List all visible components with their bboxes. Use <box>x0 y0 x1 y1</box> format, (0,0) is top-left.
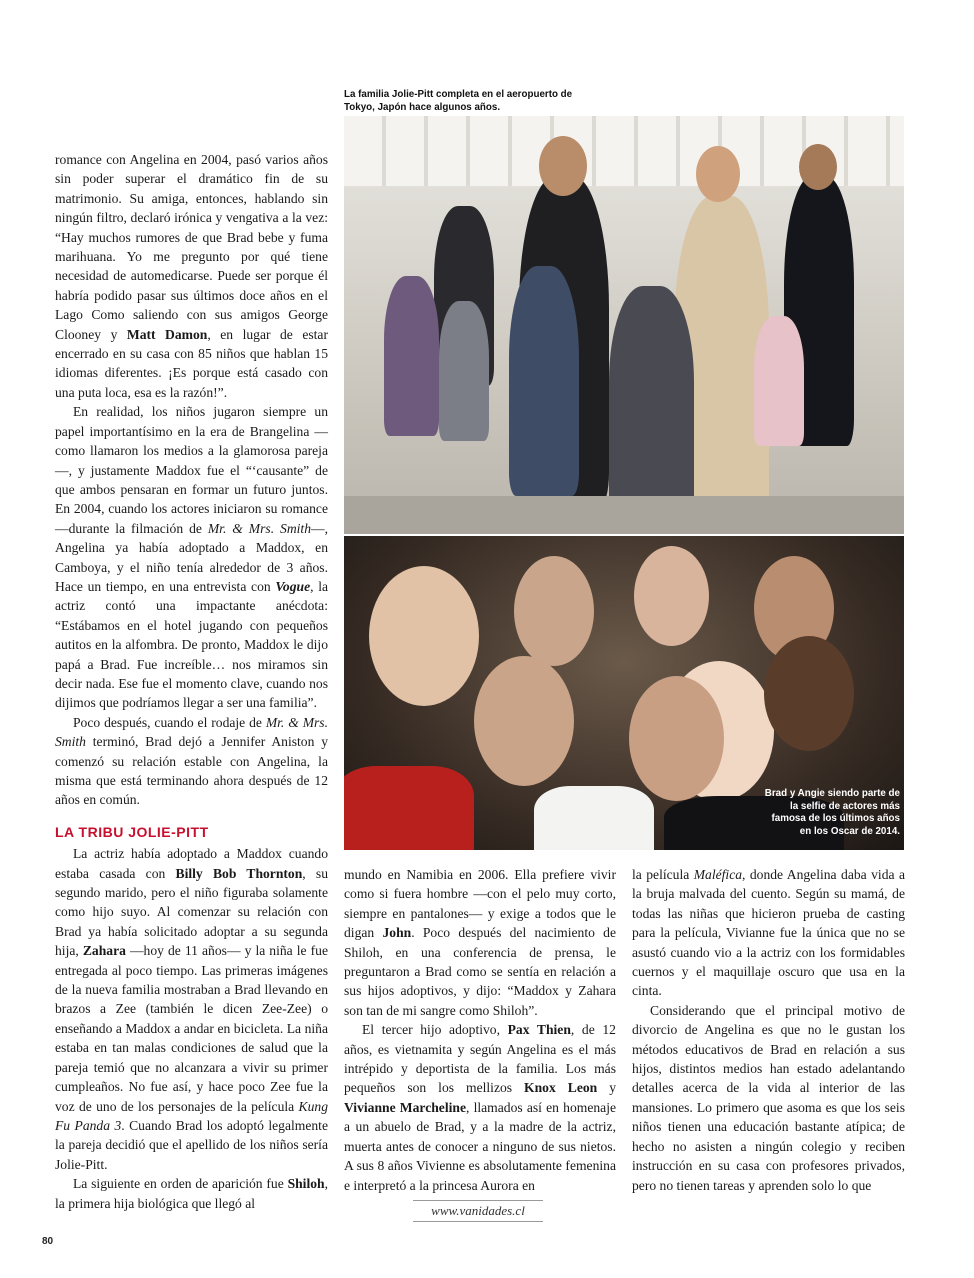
article-column-3 <box>632 865 905 1195</box>
paragraph: la película Maléfica, donde Angelina daba vida a la bruja malvada del cuento. Según su mamá, de todas las niñas que hicieron prueba de casting para la película, Vivianne fue la única que no se asustó cuando vio a la actriz con los formidables cuernos y el maquillaje oscuro que usa en la cinta. <box>632 867 905 999</box>
face <box>369 566 479 706</box>
paragraph: Poco después, cuando el rodaje de Mr. & Mrs. Smith terminó, Brad dejó a Jennifer Aniston y comenzó su relación estable con Angelina, la misma que está terminando ahora después de 12 años en común. <box>55 714 328 808</box>
paragraph: mundo en Namibia en 2006. Ella prefiere vivir como si fuera hombre —con el pelo muy corto, siempre en pantalones— y exige a todos que le digan John. Poco después del nacimiento de Shiloh, en una conferencia de prensa, le preguntaron a Brad como se sentía en relación a sus hijos adoptivos, y dijo: “Maddox y Zahara son tan de mi sangre como Shiloh”. <box>344 867 617 1018</box>
figure-girl <box>384 276 439 436</box>
figure-boy-striped <box>509 266 579 496</box>
section-subhead: LA TRIBU JOLIE-PITT <box>55 823 209 840</box>
paragraph: El tercer hijo adoptivo, Pax Thien, de 12 años, es vietnamita y según Angelina es el más intrépido y deportista de la familia. Los más pequeños son los mellizos Knox Leon y Vivianne Marcheline, llamados así en homenaje a un abuelo de Brad, y a la madre de la actriz, muerta antes de conocer a ninguno de sus nietos. A sus 8 años Vivienne es absolutamente femenina e interpretó a la princesa Aurora en <box>344 1022 617 1193</box>
page-number: 80 <box>42 1236 54 1247</box>
paragraph: romance con Angelina en 2004, pasó varios años sin poder superar el dramático fin de su matrimonio. Su amiga, entonces, hablando sin ningún filtro, declaró irónica y vengativa a la vez: “Hay muchos rumores de que Brad bebe y fuma marihuana. Yo me pregunto por qué tiene necesidad de automedicarse. Puede ser porque él habría podido pasar sus últimos doce años en el Lago Como saliendo con sus amigos George Clooney y Matt Damon, en lugar de estar encerrado en su casa con 85 niños que hablan 15 idiomas diferentes. ¡Es porque está casado con una puta loca, esa es la razón!”. <box>55 152 328 400</box>
article-column-1 <box>55 150 328 1213</box>
figure-head <box>799 144 837 190</box>
face <box>629 676 724 801</box>
figure-small-boy <box>439 301 489 441</box>
face <box>514 556 594 666</box>
paragraph: La actriz había adoptado a Maddox cuando estaba casada con Billy Bob Thornton, su segundo marido, pero el niño figuraba solamente como hijo suyo. Al comenzar su relación con Brad ya había solicitado adoptar a su segunda hija, Zahara —hoy de 11 años— y la niña le fue entregada al poco tiempo. Las primeras imágenes de la nueva familia mostraban a Brad llevando en brazos a Zee (también le dicen Zee-Zee) o enseñando a Maddox a andar en bicicleta. La niña estaba en tan malas condiciones de salud que la pareja temió que no alcanzara a vivir su primer cumpleaños. No fue así, y hace poco Zee fue la voz de uno de los personajes de la película Kung Fu Panda 3. Cuando Brad los adoptó legalmente la pareja decidió que el apellido de los niños sería Jolie-Pitt. <box>55 846 329 1172</box>
face <box>634 546 709 646</box>
paragraph: La siguiente en orden de aparición fue Shiloh, la primera hija biológica que llegó al <box>55 1176 328 1211</box>
family-airport-photo <box>344 116 904 534</box>
red-dress <box>344 766 474 850</box>
face <box>764 636 854 751</box>
footer-url: www.vanidades.cl <box>413 1200 543 1222</box>
paragraph: En realidad, los niños jugaron siempre un papel importantísimo en la era de Brangelina —como llamaron los medios a la glamorosa pareja—, y justamente Maddox fue el “‘causante” de que ambos pensaran en formar un futuro juntos. En 2004, cuando los actores iniciaron su romance —durante la filmación de Mr. & Mrs. Smith—, Angelina ya había adoptado a Maddox, en Camboya, y el niño tenía alrededor de 3 años. Hace un tiempo, en una entrevista con Vogue, la actriz contó una impactante anécdota: “Estábamos en el hotel jugando con pequeños autitos en la alfombra. De pronto, Maddox le dijo papá a Brad. Fue increíble… nos miramos sin decir nada. Ese fue el momento clave, cuando nos dijimos que podríamos llegar a ser una familia”. <box>55 404 328 711</box>
figure-small-girl <box>754 316 804 446</box>
article-column-2 <box>344 865 616 1195</box>
selfie-photo-caption: Brad y Angie siendo parte de la selfie de actores más famosa de los últimos años en los Oscar de 2014. <box>764 788 900 837</box>
face <box>474 656 574 786</box>
figure-head <box>696 146 740 202</box>
top-photo-caption: La familia Jolie-Pitt completa en el aeropuerto de Tokyo, Japón hace algunos años. <box>344 89 573 113</box>
figure-boy-backpack <box>609 286 694 526</box>
floor <box>344 496 904 534</box>
paragraph: Considerando que el principal motivo de divorcio de Angelina es que no le gustan los métodos educativos de Brad en relación a sus hijos, distintos medios han estado adelantando detalles acerca de la vida al interior de las mansiones. Lo primero que asoma es que los seis niños tienen una educación bastante atípica; de hecho no asisten a ningún colegio y reciben instrucción en su casa con profesores privados, pero no tienen tareas y aprenden solo lo que <box>632 1002 905 1193</box>
white-shirt <box>534 786 654 850</box>
figure-head <box>539 136 587 196</box>
